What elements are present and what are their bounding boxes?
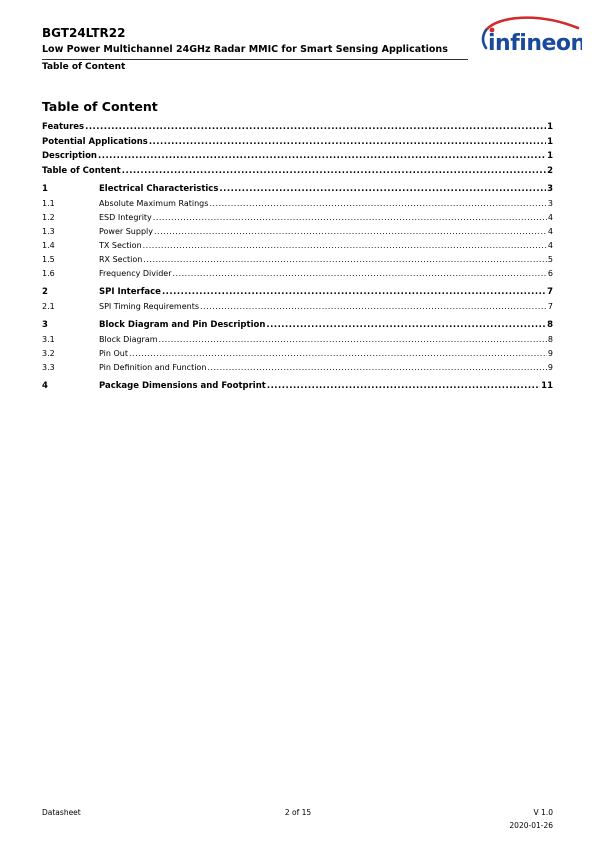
toc-entry-number: 3 <box>42 320 48 330</box>
toc-entry-page: 6 <box>547 269 553 278</box>
toc-dot-leader <box>173 269 547 278</box>
toc-entry-page: 7 <box>547 302 553 311</box>
footer-version: V 1.0 <box>533 808 553 817</box>
toc-entry-number: 1.5 <box>42 255 55 264</box>
toc-entry-page: 5 <box>547 255 553 264</box>
toc-entry-title: Frequency Divider <box>99 269 172 278</box>
toc-entry-page: 1 <box>547 122 553 132</box>
toc-entry[interactable] <box>42 122 553 137</box>
header-rule <box>42 59 468 60</box>
toc-entry-number: 3.3 <box>42 363 55 372</box>
toc-entry[interactable] <box>42 241 553 255</box>
toc-entry[interactable] <box>42 213 553 227</box>
toc-entry-page: 4 <box>547 241 553 250</box>
toc-dot-leader <box>129 349 547 358</box>
toc-dot-leader <box>267 381 540 391</box>
toc-entry-number: 1 <box>42 184 48 194</box>
toc-entry[interactable] <box>42 287 553 302</box>
toc-heading: Table of Content <box>42 99 158 114</box>
footer-date: 2020-01-26 <box>509 821 553 830</box>
header-section: Table of Content <box>42 62 126 72</box>
toc-entry-title: TX Section <box>99 241 142 250</box>
toc-entry[interactable] <box>42 166 553 181</box>
toc-dot-leader <box>266 320 546 330</box>
toc-entry-page: 11 <box>541 381 553 391</box>
toc-entry-title: SPI Timing Requirements <box>99 302 199 311</box>
infineon-logo-icon <box>478 14 582 60</box>
toc-dot-leader <box>85 122 546 132</box>
toc-entry[interactable] <box>42 184 553 199</box>
footer-doc-type: Datasheet <box>42 808 81 817</box>
toc-entry-page: 9 <box>547 363 553 372</box>
toc-entry-page: 2 <box>547 165 553 176</box>
toc-entry[interactable] <box>42 137 553 152</box>
footer-page-number: 2 of 15 <box>284 808 312 817</box>
toc-entry[interactable] <box>42 381 553 396</box>
toc-entry-title: Power Supply <box>99 227 153 236</box>
toc-dot-leader <box>162 287 546 297</box>
toc-entry-number: 3.1 <box>42 335 55 344</box>
toc-dot-leader <box>209 199 546 208</box>
toc-entry[interactable] <box>42 363 553 377</box>
toc-dot-leader <box>98 151 546 161</box>
toc-dot-leader <box>159 335 547 344</box>
toc-entry-title: Electrical Characteristics <box>99 184 219 194</box>
toc-dot-leader <box>143 255 547 264</box>
footer-version-date <box>509 808 553 831</box>
toc-entry-number: 1.6 <box>42 269 55 278</box>
toc-entry-page: 3 <box>547 199 553 208</box>
toc-entry-page: 8 <box>547 320 553 330</box>
toc-entry[interactable] <box>42 199 553 213</box>
toc-entry-page: 1 <box>547 151 553 161</box>
toc-entry-page: 4 <box>547 227 553 236</box>
toc-dot-leader <box>122 166 546 176</box>
toc-entry-title: Absolute Maximum Ratings <box>99 199 209 208</box>
toc-dot-leader <box>143 241 547 250</box>
toc-entry-number: 1.4 <box>42 241 55 250</box>
toc-entry-title: Block Diagram and Pin Description <box>99 320 266 330</box>
toc-entry-title: SPI Interface <box>99 287 161 297</box>
toc-entry-page: 4 <box>547 213 553 222</box>
toc-entry-title: Package Dimensions and Footprint <box>99 381 266 391</box>
toc-entry-page: 8 <box>547 335 553 344</box>
toc-entry-title: ESD Integrity <box>99 213 152 222</box>
toc-entry[interactable] <box>42 320 553 335</box>
toc-entry-page: 1 <box>547 136 553 147</box>
toc-entry-title: Potential Applications <box>42 136 148 147</box>
toc-dot-leader <box>154 227 547 236</box>
infineon-logo <box>478 14 582 60</box>
toc-dot-leader <box>153 213 547 222</box>
toc-entry-number: 1.2 <box>42 213 55 222</box>
toc-dot-leader <box>149 137 546 147</box>
toc-list <box>42 122 553 396</box>
toc-entry-page: 3 <box>547 184 553 194</box>
toc-entry[interactable] <box>42 151 553 166</box>
toc-entry[interactable] <box>42 269 553 283</box>
toc-entry-title: Description <box>42 151 97 161</box>
toc-dot-leader <box>200 302 547 311</box>
toc-entry-number: 3.2 <box>42 349 55 358</box>
toc-entry-title: Table of Content <box>42 165 121 176</box>
toc-entry-page: 7 <box>547 287 553 297</box>
toc-entry[interactable] <box>42 335 553 349</box>
toc-entry-number: 2.1 <box>42 302 55 311</box>
toc-entry-title: Block Diagram <box>99 335 158 344</box>
toc-entry-number: 1.3 <box>42 227 55 236</box>
toc-entry[interactable] <box>42 302 553 316</box>
toc-entry-title: Pin Definition and Function <box>99 363 207 372</box>
header-title: BGT24LTR22 <box>42 26 126 40</box>
toc-dot-leader <box>219 184 546 194</box>
svg-text:infineon: infineon <box>488 31 582 56</box>
toc-entry-number: 2 <box>42 287 48 297</box>
toc-dot-leader <box>207 363 547 372</box>
toc-entry-number: 1.1 <box>42 199 55 208</box>
toc-entry-number: 4 <box>42 381 48 391</box>
toc-entry[interactable] <box>42 349 553 363</box>
toc-entry-title: Features <box>42 122 85 132</box>
toc-entry[interactable] <box>42 255 553 269</box>
header-subtitle: Low Power Multichannel 24GHz Radar MMIC for Smart Sensing Applications <box>42 44 448 55</box>
toc-entry[interactable] <box>42 227 553 241</box>
toc-entry-page: 9 <box>547 349 553 358</box>
toc-entry-title: Pin Out <box>99 349 128 358</box>
toc-entry-title: RX Section <box>99 255 143 264</box>
